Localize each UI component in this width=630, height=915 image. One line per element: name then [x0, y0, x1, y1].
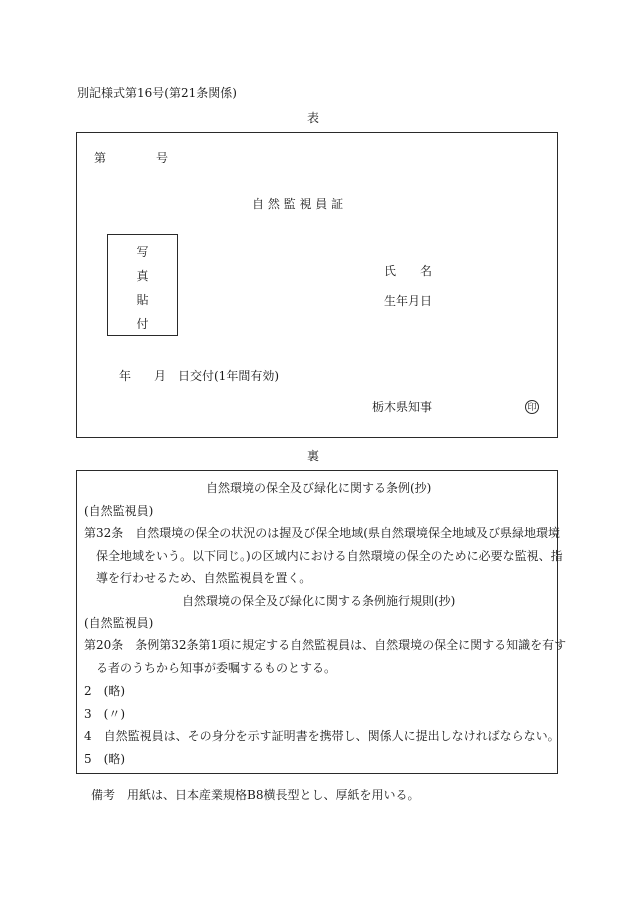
- number-prefix: 第: [94, 151, 107, 165]
- seal-mark: 印: [525, 400, 539, 414]
- front-card: [76, 132, 558, 438]
- issue-month: 月: [154, 369, 167, 383]
- form-note: 備考 用紙は、日本産業規格B8横長型とし、厚紙を用いる。: [91, 788, 420, 802]
- article-32-line: 第32条 自然環境の保全の状況のは握及び保全地域(県自然環境保全地域及び県緑地環境: [84, 526, 560, 540]
- item-line: 2 (略): [84, 684, 125, 698]
- article-32-line: 保全地域をいう。以下同じ。)の区域内における自然環境の保全のために必要な監視、指: [96, 549, 563, 563]
- article-20-line: 第20条 条例第32条第1項に規定する自然監視員は、自然環境の保全に関する知識を有す: [84, 638, 567, 652]
- birth-label: 生年月日: [384, 294, 433, 308]
- law2-caption: (自然監視員): [84, 616, 154, 630]
- number-suffix: 号: [156, 151, 169, 165]
- article-32-line: 導を行わせるため、自然監視員を置く。: [96, 571, 312, 585]
- item-line: 4 自然監視員は、その身分を示す証明書を携帯し、関係人に提出しなければならない。: [84, 729, 560, 743]
- item-line: 3 (〃): [84, 707, 125, 721]
- name-label: 氏 名: [384, 264, 433, 278]
- issue-year: 年: [119, 369, 132, 383]
- item-line: 5 (略): [84, 752, 125, 766]
- article-20-line: る者のうちから知事が委嘱するものとする。: [96, 661, 337, 675]
- back-heading: 裏: [307, 449, 320, 463]
- front-heading: 表: [307, 111, 320, 125]
- law1-title: 自然環境の保全及び緑化に関する条例(抄): [206, 481, 432, 495]
- issuer: 栃木県知事: [372, 400, 433, 414]
- form-label: 別記様式第16号(第21条関係): [77, 86, 237, 100]
- law2-title: 自然環境の保全及び緑化に関する条例施行規則(抄): [182, 594, 456, 608]
- card-title: 自 然 監 視 員 証: [252, 197, 344, 211]
- law1-caption: (自然監視員): [84, 504, 154, 518]
- issue-day-text: 日交付(1年間有効): [178, 369, 279, 383]
- photo-char: 付: [136, 317, 149, 331]
- photo-char: 真: [136, 269, 149, 283]
- photo-char: 写: [136, 245, 149, 259]
- photo-char: 貼: [136, 293, 149, 307]
- photo-box: [107, 234, 178, 336]
- back-card: [76, 470, 567, 774]
